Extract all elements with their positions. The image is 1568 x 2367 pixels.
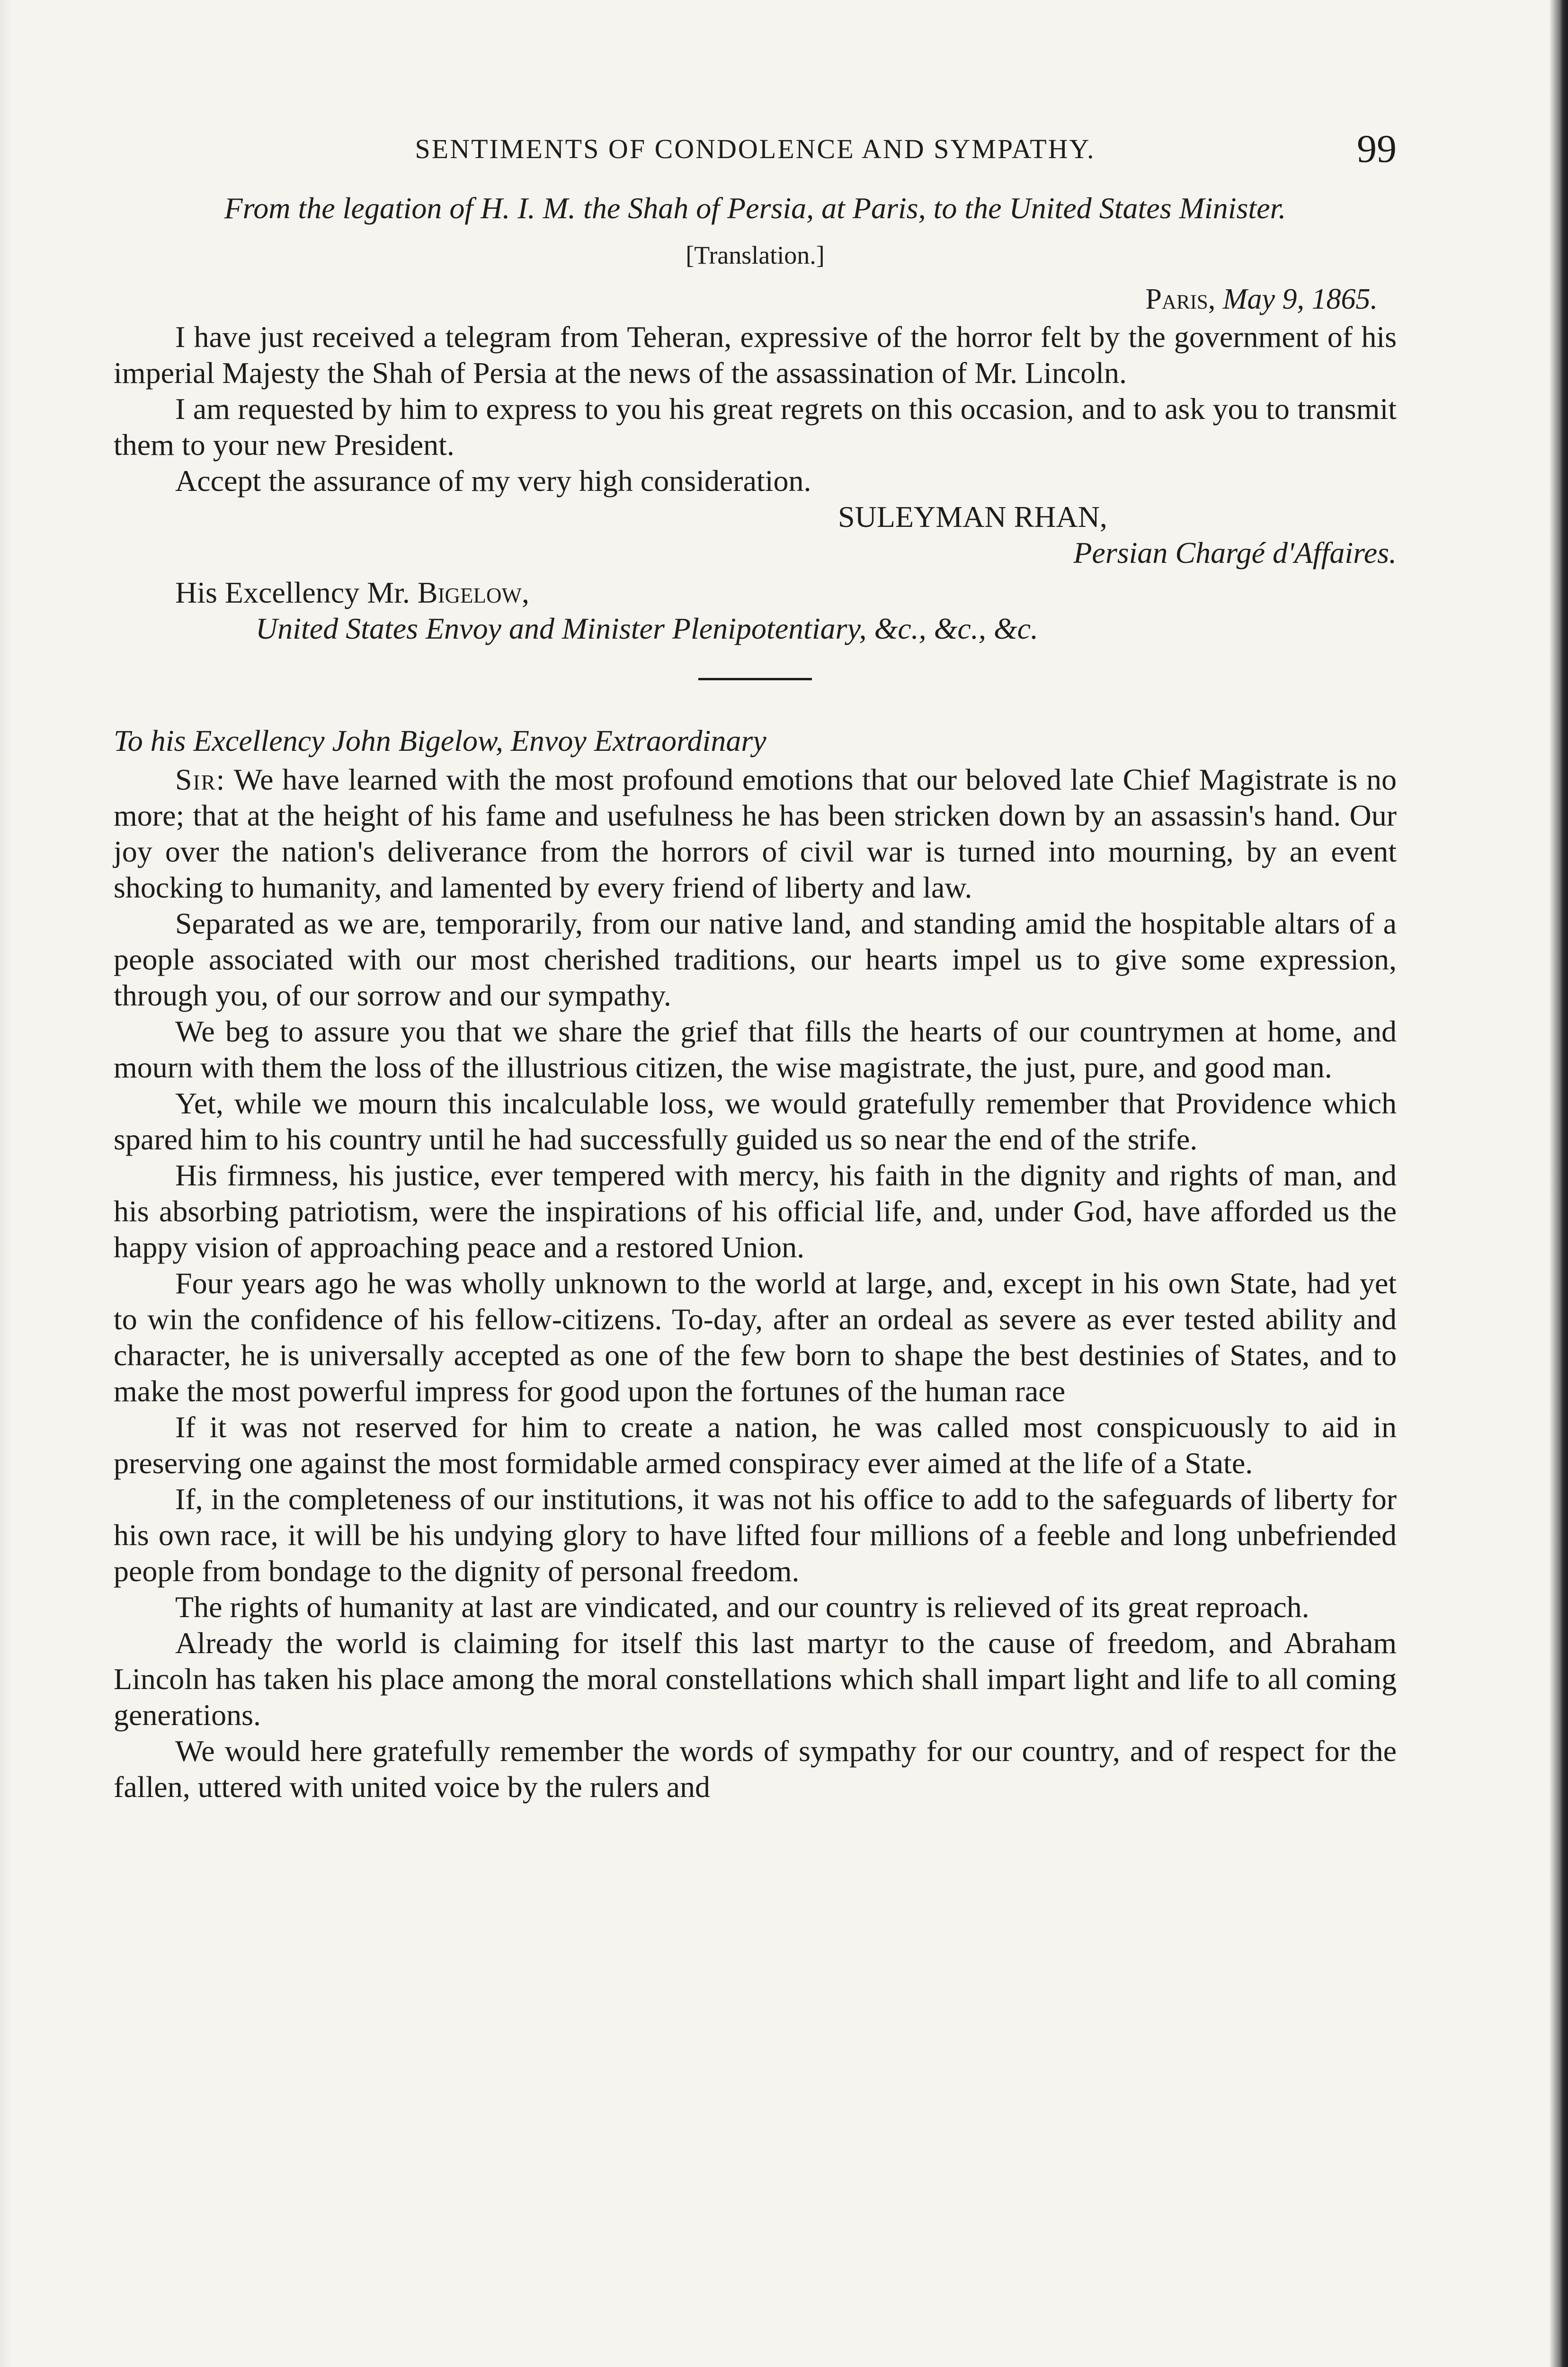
address-paragraph: The rights of humanity at last are vindicated, and our country is relieved of its great reproach.	[175, 1590, 1310, 1624]
address-heading: To his Excellency John Bigelow, Envoy Extraordinary	[114, 724, 766, 757]
signature-title: Persian Chargé d'Affaires.	[1073, 536, 1397, 570]
addressee-line: His Excellency Mr.	[175, 576, 410, 609]
address-paragraph: We would here gratefully remember the words of sympathy for our country, and of respect for the fallen, uttered with united voice by the rulers and	[114, 1734, 1397, 1804]
scan-edge-right	[1549, 0, 1568, 2367]
translation-note: [Translation.]	[686, 241, 825, 269]
scan-edge-left	[0, 0, 12, 2367]
first-paragraph-text: We have learned with the most profound emotions that our beloved late Chief Magistrate is no more; that at the height of his fame and usefulness he has been stricken down by an assassin's hand. Our joy over the nation's deliverance from the horrors of civil war is turned into mourning, by an event shocking to humanity, and lamented by every friend of liberty and law.	[114, 763, 1397, 904]
address-paragraph: Yet, while we mourn this incalculable loss, we would gratefully remember that Providence which spared him to his country until he had successfully guided us so near the end of the strife.	[114, 1086, 1397, 1156]
addressee-name: Bigelow,	[417, 576, 529, 609]
persia-letter-paragraph: Accept the assurance of my very high consideration.	[175, 464, 811, 498]
persia-letter-heading: From the legation of H. I. M. the Shah of Persia, at Paris, to the United States Minister.	[224, 191, 1286, 225]
address-paragraph: If it was not reserved for him to create a nation, he was called most conspicuously to aid in preserving one against the most formidable armed conspiracy ever aimed at the life of a State.	[114, 1410, 1397, 1480]
dateline-date: May 9, 1865.	[1222, 283, 1378, 315]
running-head	[114, 118, 1397, 180]
persia-letter-paragraph: I have just received a telegram from Teheran, expressive of the horror felt by the government of his imperial Majesty the Shah of Persia at the news of the assassination of Mr. Lincoln.	[114, 320, 1397, 390]
dateline	[114, 281, 1378, 317]
address-paragraph: We beg to assure you that we share the grief that fills the hearts of our countrymen at home, and mourn with them the loss of the illustrious citizen, the wise magistrate, the just, pure, and good man.	[114, 1014, 1397, 1084]
addressee-block	[175, 575, 1397, 647]
address-paragraph	[114, 762, 1397, 906]
section-divider	[698, 678, 812, 680]
address-paragraph: Separated as we are, temporarily, from our native land, and standing amid the hospitable altars of a people associated with our most cherished traditions, our hearts impel us to give some expression, through you, of our sorrow and our sympathy.	[114, 907, 1397, 1012]
address-paragraph: Already the world is claiming for itself this last martyr to the cause of freedom, and Abraham Lincoln has taken his place among the moral constellations which shall impart light and life to all coming generations.	[114, 1626, 1397, 1732]
address-paragraph: If, in the completeness of our institutions, it was not his office to add to the safeguards of liberty for his own race, it will be his undying glory to have lifted four millions of a feeble and long unbefriended people from bondage to the dignity of personal freedom.	[114, 1482, 1397, 1588]
document-page	[114, 118, 1397, 1805]
signature-block	[838, 499, 1397, 571]
signature-name: SULEYMAN RHAN,	[838, 500, 1107, 534]
dateline-place: Paris,	[1145, 283, 1216, 315]
running-head-title: SENTIMENTS OF CONDOLENCE AND SYMPATHY.	[415, 133, 1096, 164]
addressee-title: United States Envoy and Minister Plenipotentiary, &c., &c., &c.	[256, 612, 1038, 645]
page-number: 99	[1357, 127, 1397, 171]
address-paragraph: His firmness, his justice, ever tempered with mercy, his faith in the dignity and rights of man, and his absorbing patriotism, were the inspirations of his official life, and, under God, have afforded us the happy vision of approaching peace and a restored Union.	[114, 1158, 1397, 1264]
address-paragraph: Four years ago he was wholly unknown to the world at large, and, except in his own State, had yet to win the confidence of his fellow-citizens. To-day, after an ordeal as severe as ever tested ability and character, he is universally accepted as one of the few born to shape the best destinies of States, and to make the most powerful impress for good upon the fortunes of the human race	[114, 1266, 1397, 1408]
salutation: Sir:	[175, 763, 226, 796]
persia-letter-paragraph: I am requested by him to express to you his great regrets on this occasion, and to ask you to transmit them to your new President.	[114, 392, 1397, 462]
